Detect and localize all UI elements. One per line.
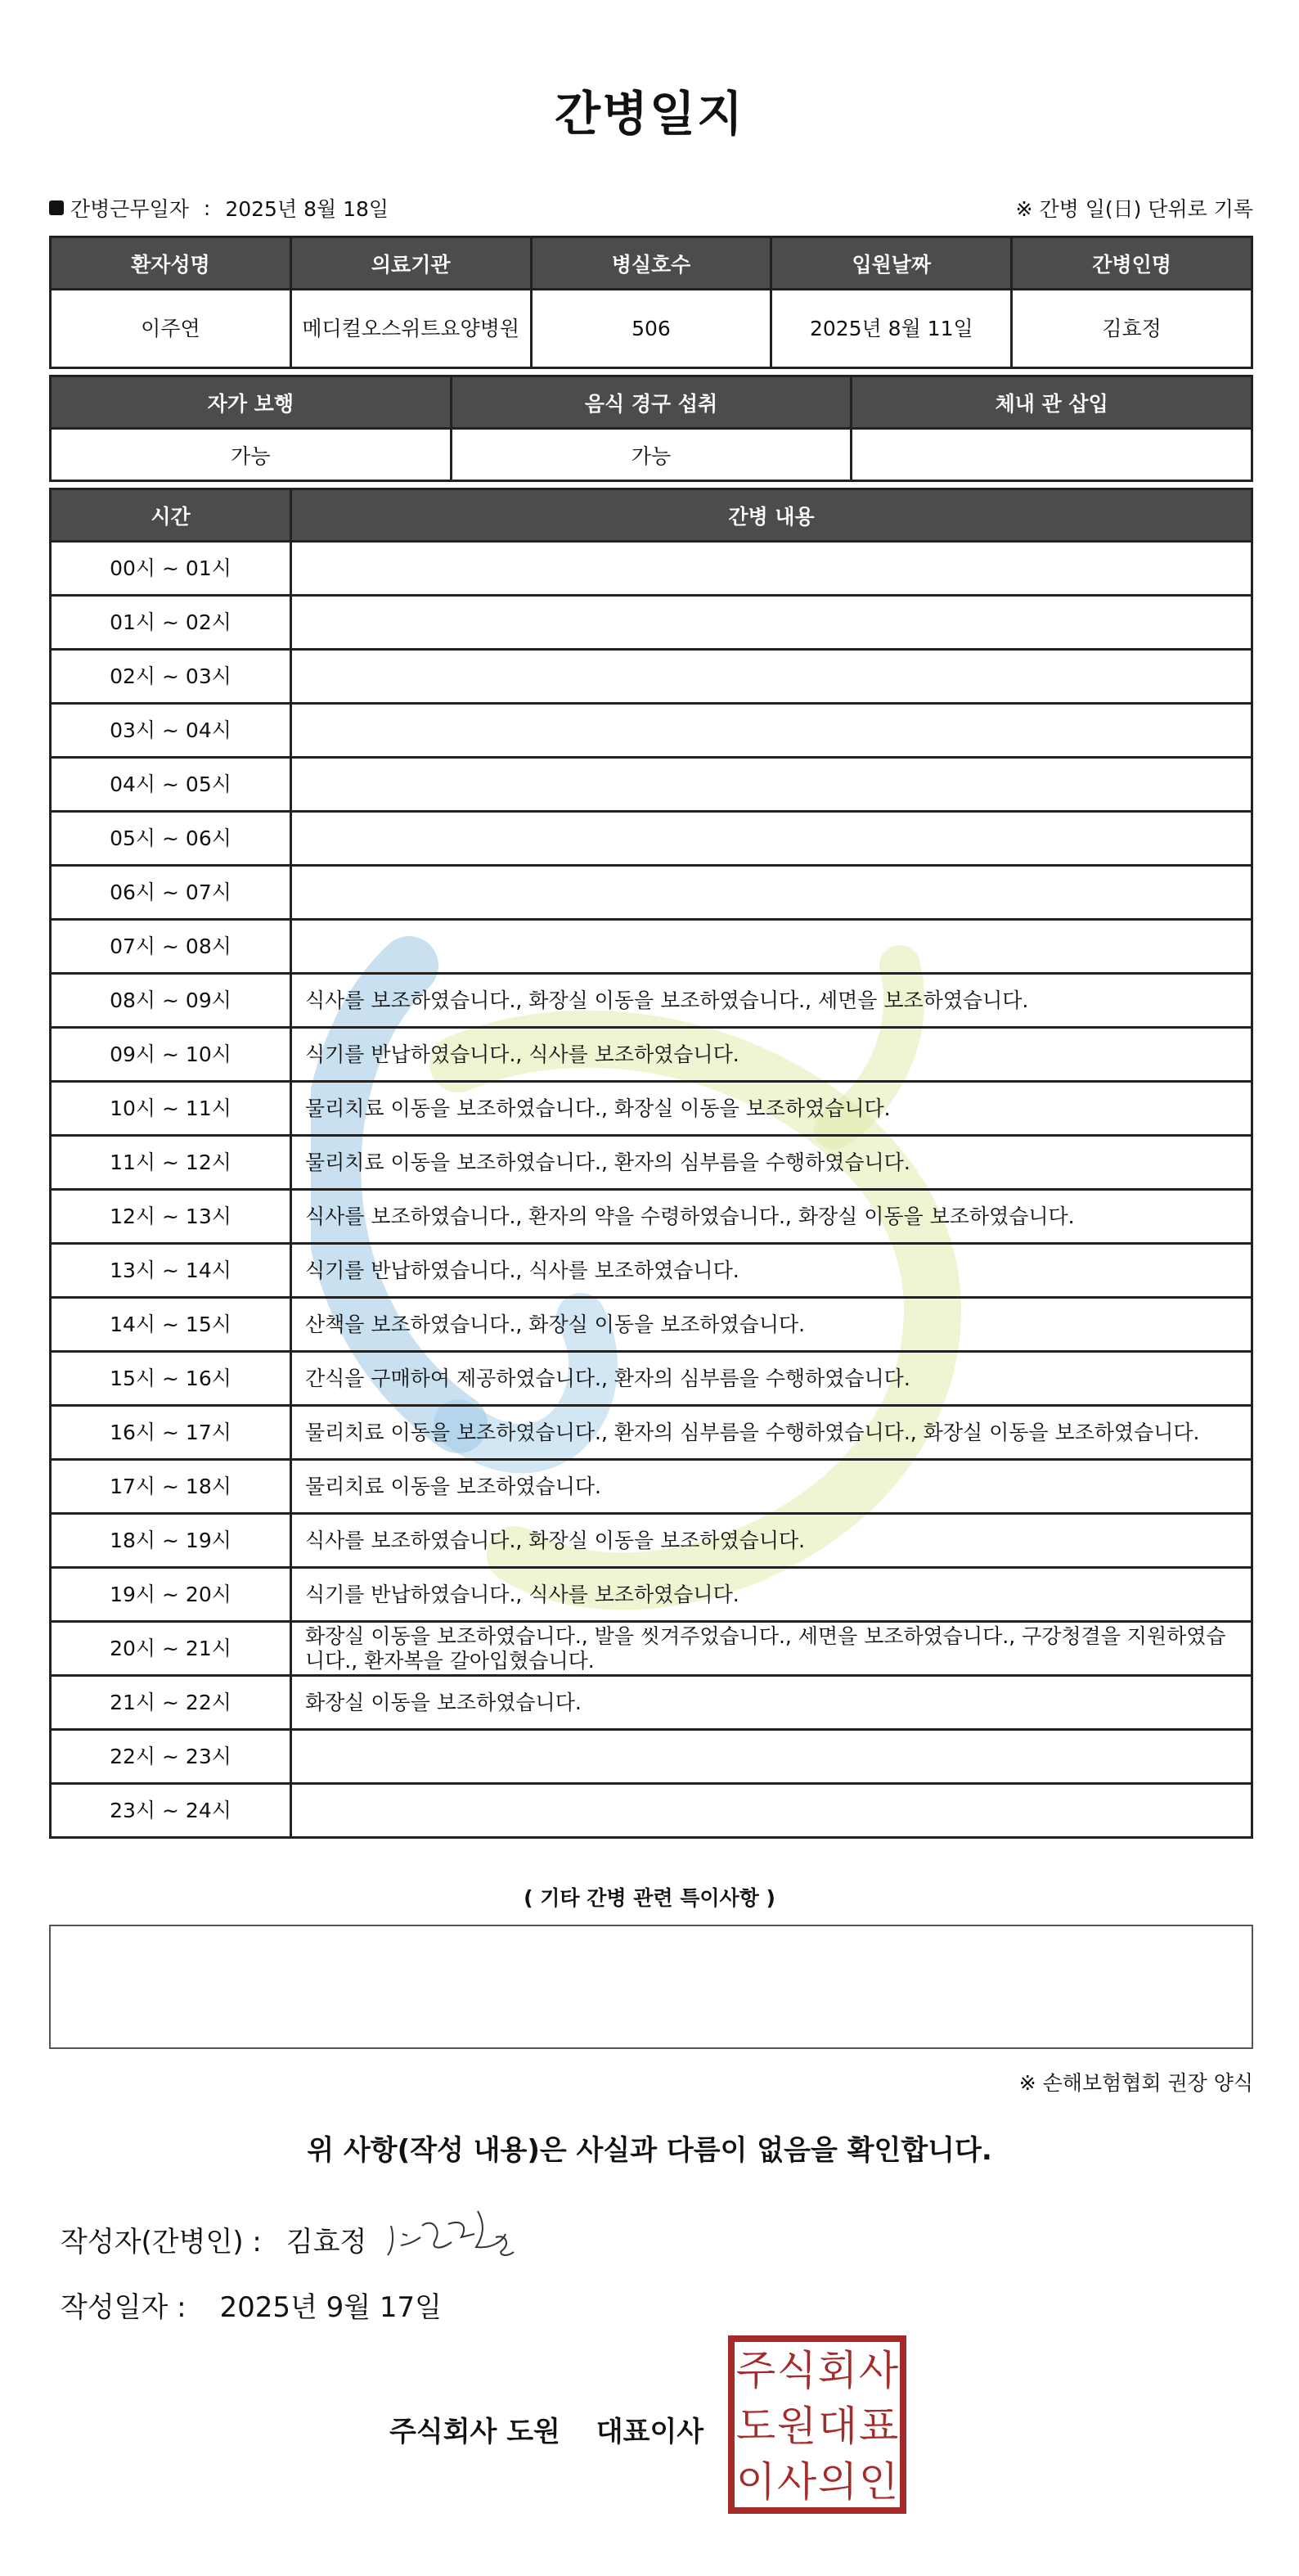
log-time: 21시 ~ 22시 [51,1676,291,1730]
log-content: 화장실 이동을 보조하였습니다. [291,1676,1252,1730]
log-time: 01시 ~ 02시 [51,596,291,650]
log-content: 물리치료 이동을 보조하였습니다. [291,1460,1252,1514]
log-time: 05시 ~ 06시 [51,812,291,866]
log-time: 06시 ~ 07시 [51,866,291,920]
log-content: 식기를 반납하였습니다., 식사를 보조하였습니다. [291,1028,1252,1082]
work-date [49,193,389,223]
log-content: 식기를 반납하였습니다., 식사를 보조하였습니다. [291,1568,1252,1622]
log-row [51,1568,1252,1622]
seal-glyph: 대 [817,2403,858,2450]
seal-glyph: 의 [817,2458,858,2506]
log-content [291,1730,1252,1784]
work-date-bar [49,193,1253,223]
seal-glyph: 도 [735,2403,776,2450]
log-content: 식기를 반납하였습니다., 식사를 보조하였습니다. [291,1244,1252,1298]
log-content [291,866,1252,920]
log-content [291,812,1252,866]
log-row [51,1730,1252,1784]
log-time: 13시 ~ 14시 [51,1244,291,1298]
log-time: 03시 ~ 04시 [51,704,291,758]
log-time: 20시 ~ 21시 [51,1622,291,1676]
seal-glyph: 표 [858,2403,899,2450]
log-row [51,758,1252,812]
page-title: 간병일지 [554,86,745,142]
log-time: 07시 ~ 08시 [51,920,291,974]
log-content: 간식을 구매하여 제공하였습니다., 환자의 심부름을 수행하였습니다. [291,1352,1252,1406]
header-time: 시간 [51,489,291,542]
log-time: 08시 ~ 09시 [51,974,291,1028]
company-name: 주식회사 도원 [389,2416,560,2448]
header-oral-intake: 음식 경구 섭취 [451,376,852,429]
log-content: 물리치료 이동을 보조하였습니다., 화장실 이동을 보조하였습니다. [291,1082,1252,1136]
header-self-walking: 자가 보행 [51,376,452,429]
header-care-content: 간병 내용 [291,489,1252,542]
status-value-row [51,429,1252,481]
patient-status-table [49,375,1253,482]
square-bullet-icon [49,200,64,215]
log-row [51,1676,1252,1730]
log-row [51,596,1252,650]
written-date-label: 작성일자 : [61,2291,187,2324]
seal-glyph: 이 [735,2458,776,2506]
log-time: 15시 ~ 16시 [51,1352,291,1406]
company-line [389,2409,703,2449]
admission-date: 2025년 8월 11일 [771,290,1012,368]
confirmation-statement: 위 사항(작성 내용)은 사실과 다름이 없음을 확인합니다. [307,2134,992,2167]
daily-unit-note: ※ 간병 일(日) 단위로 기록 [1015,197,1253,221]
special-notes-box [49,1925,1253,2049]
header-patient-name: 환자성명 [51,237,291,290]
log-time: 00시 ~ 01시 [51,542,291,596]
seal-glyph: 원 [776,2403,817,2450]
notes-title: ( 기타 간병 관련 특이사항 ) [524,1886,775,1910]
header-hospital: 의료기관 [290,237,531,290]
log-content: 물리치료 이동을 보조하였습니다., 환자의 심부름을 수행하였습니다., 화장실 이동을 보조하였습니다. [291,1406,1252,1460]
log-content [291,920,1252,974]
header-room: 병실호수 [531,237,771,290]
info-value-row [51,290,1252,368]
log-row [51,1298,1252,1352]
handwritten-signature [383,2201,530,2263]
header-tube-insertion: 체내 관 삽입 [852,376,1252,429]
log-content [291,650,1252,704]
log-time: 10시 ~ 11시 [51,1082,291,1136]
log-time: 09시 ~ 10시 [51,1028,291,1082]
log-row [51,650,1252,704]
log-row [51,1622,1252,1676]
log-content [291,758,1252,812]
log-content: 화장실 이동을 보조하였습니다., 발을 씻겨주었습니다., 세면을 보조하였습니다., 구강청결을 지원하였습니다., 환자복을 갈아입혔습니다. [291,1622,1252,1676]
recommended-form-note: ※ 손해보험협회 권장 양식 [1018,2071,1253,2095]
log-time: 11시 ~ 12시 [51,1136,291,1190]
writer-line [61,2219,366,2259]
log-row [51,1460,1252,1514]
log-rows [51,542,1252,1838]
status-header-row [51,376,1252,429]
log-content: 식사를 보조하였습니다., 화장실 이동을 보조하였습니다. [291,1514,1252,1568]
log-row [51,1028,1252,1082]
log-row [51,866,1252,920]
seal-glyph: 주 [735,2347,776,2394]
company-title: 대표이사 [596,2416,704,2448]
log-time: 14시 ~ 15시 [51,1298,291,1352]
log-content [291,1784,1252,1838]
log-row [51,974,1252,1028]
log-row [51,1190,1252,1244]
room-number: 506 [531,290,771,368]
seal-glyph: 식 [776,2347,817,2394]
header-admission-date: 입원날짜 [771,237,1012,290]
info-header-row [51,237,1252,290]
log-time: 19시 ~ 20시 [51,1568,291,1622]
caregiver-name: 김효정 [1012,290,1252,368]
company-seal-stamp [726,2334,908,2515]
log-row [51,812,1252,866]
self-walking-value: 가능 [51,429,452,481]
tube-insertion-value [852,429,1252,481]
care-log-table [49,488,1253,1839]
work-date-colon: : [203,196,211,220]
writer-label: 작성자(간병인) : [61,2226,262,2259]
log-row [51,1136,1252,1190]
log-content: 물리치료 이동을 보조하였습니다., 환자의 심부름을 수행하였습니다. [291,1136,1252,1190]
log-row [51,1352,1252,1406]
log-content: 산책을 보조하였습니다., 화장실 이동을 보조하였습니다. [291,1298,1252,1352]
patient-info-table [49,236,1253,369]
log-time: 16시 ~ 17시 [51,1406,291,1460]
seal-glyph: 인 [858,2458,899,2506]
log-time: 17시 ~ 18시 [51,1460,291,1514]
log-row [51,704,1252,758]
log-header-row [51,489,1252,542]
header-caregiver-name: 간병인명 [1012,237,1252,290]
log-time: 12시 ~ 13시 [51,1190,291,1244]
log-time: 22시 ~ 23시 [51,1730,291,1784]
log-content [291,704,1252,758]
patient-name: 이주연 [51,290,291,368]
log-row [51,1406,1252,1460]
seal-glyph: 회 [817,2347,858,2394]
log-row [51,1514,1252,1568]
log-content [291,596,1252,650]
seal-glyph: 사 [858,2347,899,2394]
writer-name: 김효정 [285,2226,367,2259]
log-time: 23시 ~ 24시 [51,1784,291,1838]
oral-intake-value: 가능 [451,429,852,481]
log-time: 18시 ~ 19시 [51,1514,291,1568]
log-row [51,542,1252,596]
log-time: 04시 ~ 05시 [51,758,291,812]
written-date-line [61,2285,442,2325]
log-row [51,1244,1252,1298]
log-content: 식사를 보조하였습니다., 환자의 약을 수령하였습니다., 화장실 이동을 보조하였습니다. [291,1190,1252,1244]
hospital-name: 메디컬오스위트요양병원 [290,290,531,368]
work-date-label: 간병근무일자 [70,197,189,221]
log-content: 식사를 보조하였습니다., 화장실 이동을 보조하였습니다., 세면을 보조하였습니다. [291,974,1252,1028]
written-date-value: 2025년 9월 17일 [219,2291,443,2324]
log-row [51,920,1252,974]
work-date-value: 2025년 8월 18일 [225,197,389,221]
log-content [291,542,1252,596]
seal-glyph: 사 [776,2458,817,2506]
log-time: 02시 ~ 03시 [51,650,291,704]
log-row [51,1082,1252,1136]
log-row [51,1784,1252,1838]
